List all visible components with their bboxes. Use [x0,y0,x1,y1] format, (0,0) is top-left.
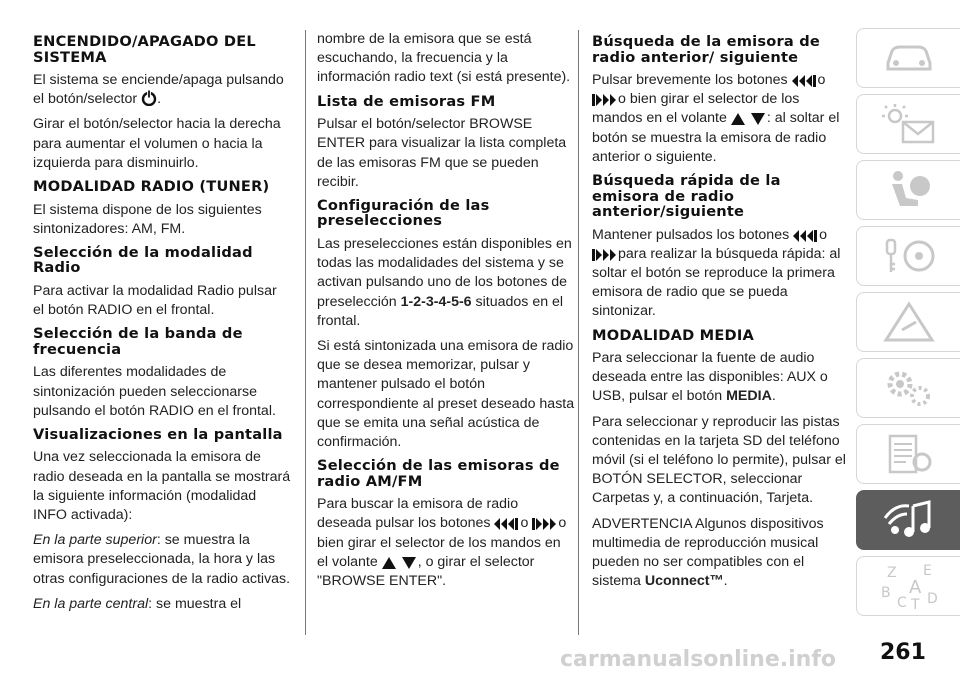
paragraph-advertencia: ADVERTENCIA Algunos dispositivos multimedia de reproducción musical pueden no ser compatibles con el sistema Uconnect™. [592,515,824,590]
tab-maintenance[interactable] [856,358,960,418]
warning-lights-envelope-icon [879,102,939,146]
index-letter: B [880,585,891,601]
tab-safety[interactable] [856,160,960,220]
heading-banda: Selección de la banda de frecuencia [33,325,243,358]
paragraph-modalidad: El sistema dispone de los siguientes sintonizadores: AM, FM. [33,201,262,237]
index-letter: Z [886,565,897,581]
alphabet-index-icon [879,561,939,611]
tab-lights-messages[interactable] [856,94,960,154]
heading-busqueda: Búsqueda de la emisora de radio anterior/ siguiente [592,33,820,66]
paragraph-configuracion: Las preselecciones están disponibles en todas las modalidades del sistema y se activan pulsando uno de los botones de preselección 1-2-3-4-5-6 situados en el frontal. [317,235,572,329]
tab-index[interactable] [856,556,960,616]
watermark: carmanualsonline.info [560,647,836,672]
paragraph-visualizaciones: Una vez seleccionada la emisora de radio deseada en la pantalla se mostrará la siguiente información (modalidad INFO activada): [33,449,291,524]
music-note-signal-icon [879,496,939,544]
paragraph-busqueda-rapida: Mantener pulsados los botones o para realizar la búsqueda rápida: al soltar el botón se reproduce la primera emisora de radio que se pueda sintonizar. [592,226,841,320]
column-divider [578,30,579,635]
heading-am-fm: Selección de las emisoras de radio AM/FM [317,457,560,490]
up-down-arrows-icon [731,113,767,125]
seek-back-icon [792,75,818,87]
paragraph-girar: Girar el botón/selector hacia la derecha para aumentar el volumen o hacia la izquierda para disminuirlo. [33,116,281,171]
heading-busqueda-rapida: Búsqueda rápida de la emisora de radio anterior/siguiente [592,172,781,221]
index-letter: C [896,595,907,611]
tab-vehicle[interactable] [856,28,960,88]
paragraph-busqueda: Pulsar brevemente los botones o o bien girar el selector de los mandos en el volante : al soltar el botón se muestra la emisora de radio anterior o siguiente. [592,72,840,165]
paragraph-lista-fm: Pulsar el botón/selector BROWSE ENTER para visualizar la lista completa de las emisoras FM que se pueden recibir. [317,116,567,190]
heading-encendido: ENCENDIDO/APAGADO DEL SISTEMA [33,33,256,66]
index-letter: E [922,563,932,579]
seek-forward-icon [592,249,618,261]
heading-lista-fm: Lista de emisoras FM [317,92,496,110]
airbag-seat-icon [884,168,934,212]
chapter-tabs [856,28,960,622]
warning-triangle-icon [882,300,936,344]
tab-starting-driving[interactable] [856,226,960,286]
seek-forward-icon [592,94,618,106]
paragraph-encendido: El sistema se enciende/apaga pulsando el botón/selector . [33,72,284,108]
heading-modalidad-media: MODALIDAD MEDIA [592,326,754,344]
paragraph-reproducir: Para seleccionar y reproducir las pistas contenidas en la tarjeta SD del teléfono móvil (si el teléfono lo permite), pulsar el BOTÓN SELECTOR, seleccionar Carpetas y, a continuación, Tarjeta. [592,413,846,507]
paragraph-central: En la parte central: se muestra el [33,595,242,612]
car-icon [882,41,936,75]
key-steering-wheel-icon [879,234,939,278]
power-icon [141,90,157,106]
paragraph-am-fm: Para buscar la emisora de radio deseada pulsar los botones o o bien girar el selector de los mandos en el volante , o girar el selector "BROWSE ENTER". [317,496,567,589]
page-number: 261 [880,640,926,665]
heading-visualizaciones: Visualizaciones en la pantalla [33,425,283,443]
gears-icon [882,366,936,410]
document-data-icon [882,432,936,476]
index-letter: A [908,577,921,598]
paragraph-sintonizada: Si está sintonizada una emisora de radio que se desea memorizar, pulsar y mantener pulsado el botón correspondiente al preset deseado hasta que se emita una señal acústica de confirmación. [317,337,575,450]
tab-technical-data[interactable] [856,424,960,484]
column-3 [592,30,850,597]
up-down-arrows-icon [382,557,418,569]
paragraph-media: Para seleccionar la fuente de audio deseada entre las disponibles: AUX o USB, pulsar el botón MEDIA. [592,350,828,405]
heading-modalidad-radio: MODALIDAD RADIO (TUNER) [33,178,270,196]
paragraph-superior: En la parte superior: se muestra la emisora preseleccionada, la hora y las otras configuraciones de la radio activas. [33,532,291,587]
column-1 [33,30,291,620]
heading-configuracion: Configuración de las preselecciones [317,196,490,230]
seek-forward-icon [532,518,558,530]
paragraph-seleccion-modalidad: Para activar la modalidad Radio pulsar el botón RADIO en el frontal. [33,282,277,319]
index-letter: D [926,591,938,607]
paragraph-continuation: nombre de la emisora que se está escuchando, la frecuencia y la información radio text (si está presente). [317,31,571,86]
tab-multimedia[interactable] [856,490,960,550]
heading-seleccion-modalidad: Selección de la modalidad Radio [33,243,253,277]
tab-emergency[interactable] [856,292,960,352]
column-2 [317,30,575,597]
column-divider [305,30,306,635]
index-letter: T [910,597,920,611]
seek-back-icon [494,518,520,530]
paragraph-banda: Las diferentes modalidades de sintonización pueden seleccionarse pulsando el botón RADIO en el frontal. [33,364,276,419]
seek-back-icon [793,230,819,242]
